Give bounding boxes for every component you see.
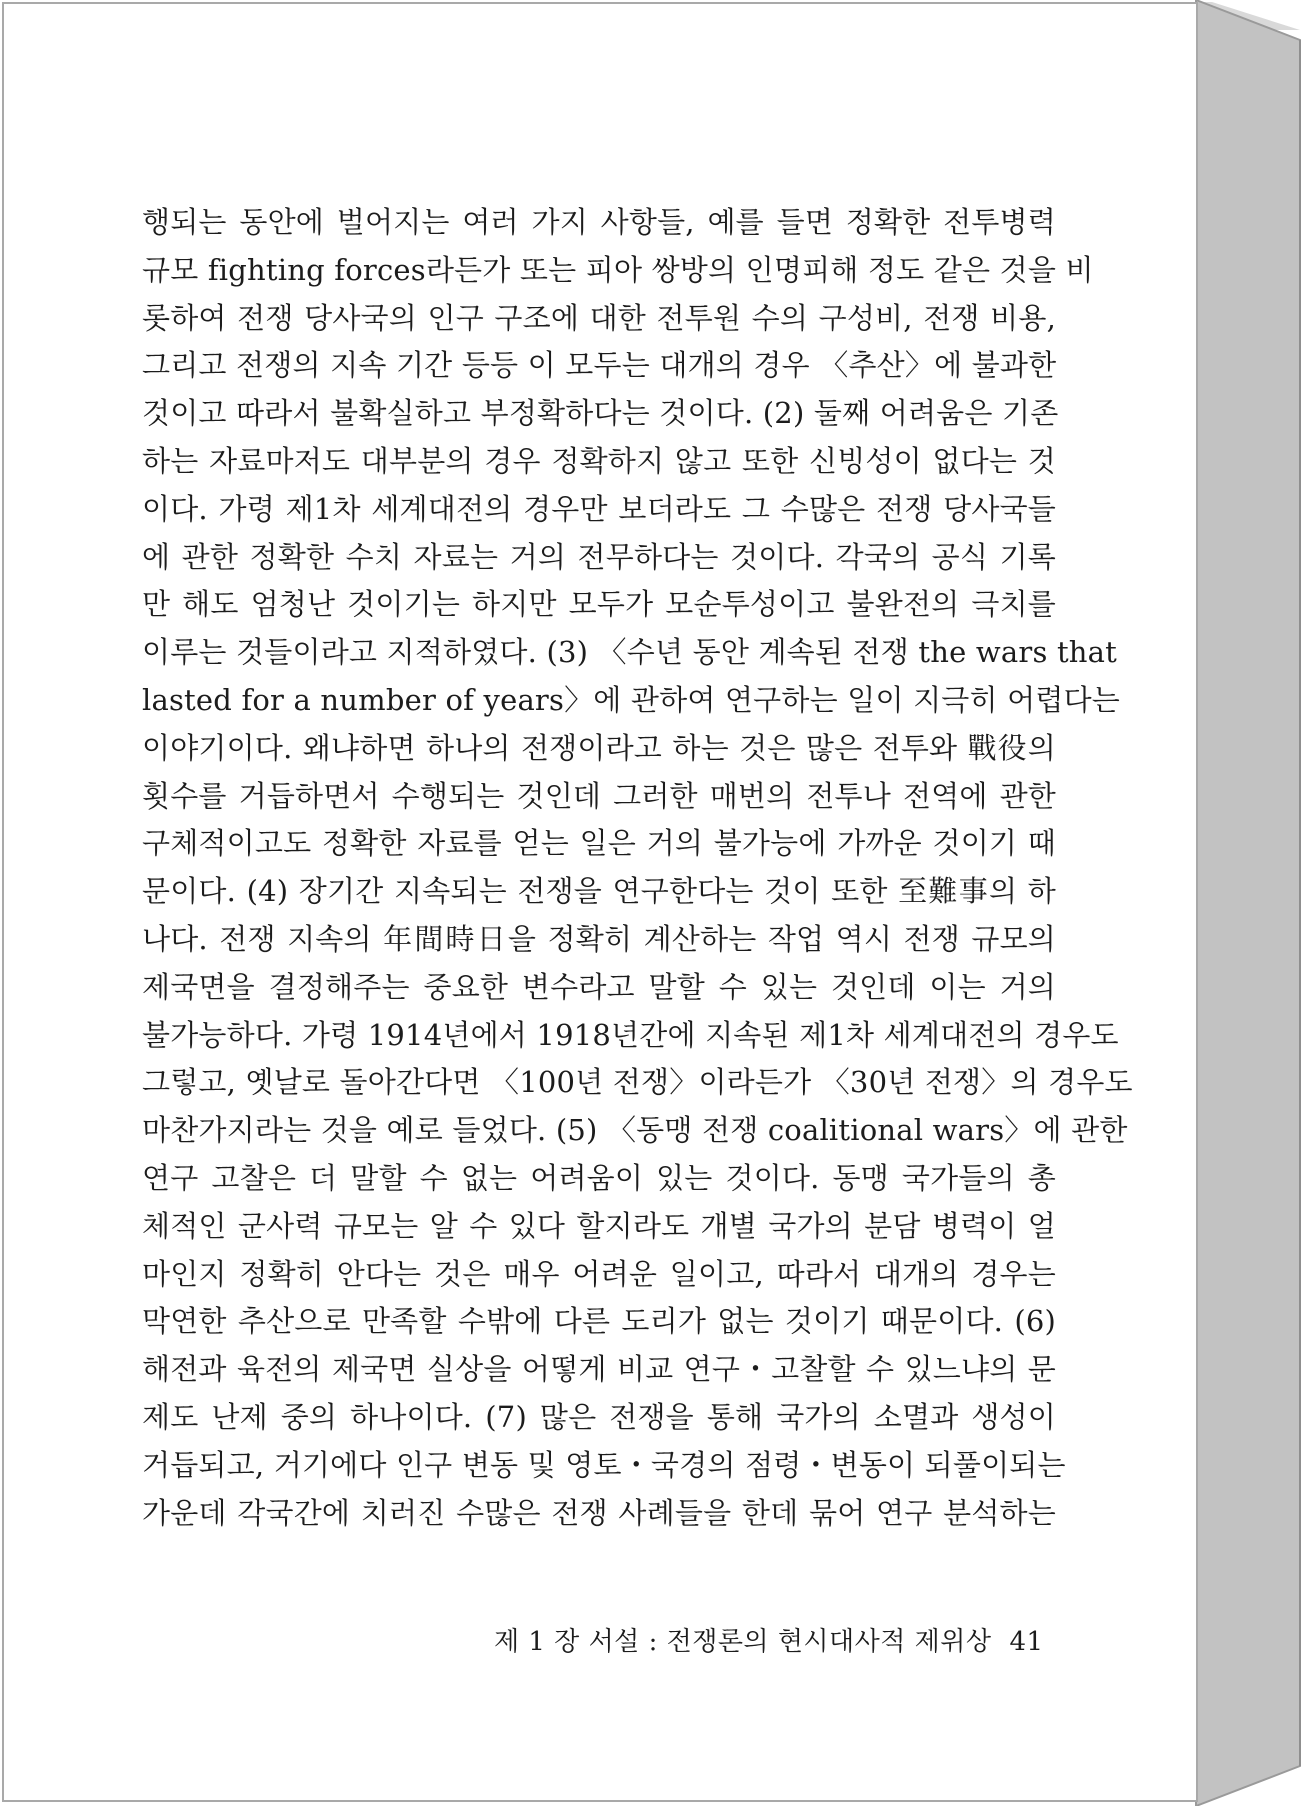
text-line: 마찬가지라는 것을 예로 들었다. (5) 〈동맹 전쟁 coalitional wars〉에 관한 — [142, 1113, 1128, 1148]
text-line: 이루는 것들이라고 지적하였다. (3) 〈수년 동안 계속된 전쟁 the wars that — [142, 635, 1118, 670]
text-line: 나다. 전쟁 지속의 年間時日을 정확히 계산하는 작업 역시 전쟁 규모의 — [142, 921, 1056, 956]
text-line: 제도 난제 중의 하나이다. (7) 많은 전쟁을 통해 국가의 소멸과 생성이 — [142, 1399, 1056, 1434]
text-line: 이다. 가령 제1차 세계대전의 경우만 보더라도 그 수많은 전쟁 당사국들 — [142, 491, 1056, 526]
text-line: 구체적이고도 정확한 자료를 얻는 일은 거의 불가능에 가까운 것이기 때 — [142, 826, 1056, 861]
text-line: 하는 자료마저도 대부분의 경우 정확하지 않고 또한 신빙성이 없다는 것 — [142, 443, 1056, 478]
text-line: 연구 고찰은 더 말할 수 없는 어려움이 있는 것이다. 동맹 국가들의 총 — [142, 1160, 1056, 1195]
text-line: 이야기이다. 왜냐하면 하나의 전쟁이라고 하는 것은 많은 전투와 戰役의 — [142, 730, 1056, 765]
text-line: 그리고 전쟁의 지속 기간 등등 이 모두는 대개의 경우 〈추산〉에 불과한 — [142, 348, 1057, 383]
text-line: 그렇고, 옛날로 돌아간다면 〈100년 전쟁〉이라든가 〈30년 전쟁〉의 경우도 — [142, 1065, 1133, 1100]
text-line: lasted for a number of years〉에 관하여 연구하는 일이 지극히 어렵다는 — [142, 682, 1121, 717]
text-line: 불가능하다. 가령 1914년에서 1918년간에 지속된 제1차 세계대전의 경우도 — [142, 1017, 1119, 1052]
text-line: 에 관한 정확한 수치 자료는 거의 전무하다는 것이다. 각국의 공식 기록 — [142, 539, 1056, 574]
text-line: 규모 fighting forces라든가 또는 피아 쌍방의 인명피해 정도 같은 것을 비 — [142, 252, 1094, 287]
text-line: 제국면을 결정해주는 중요한 변수라고 말할 수 있는 것인데 이는 거의 — [142, 969, 1056, 1004]
body-text — [142, 199, 1133, 1537]
text-line: 해전과 육전의 제국면 실상을 어떻게 비교 연구・고찰할 수 있느냐의 문 — [142, 1352, 1056, 1387]
text-line: 막연한 추산으로 만족할 수밖에 다른 도리가 없는 것이기 때문이다. (6) — [142, 1304, 1056, 1339]
text-line: 횟수를 거듭하면서 수행되는 것인데 그러한 매번의 전투나 전역에 관한 — [142, 778, 1056, 813]
text-line: 행되는 동안에 벌어지는 여러 가지 사항들, 예를 들면 정확한 전투병력 — [142, 205, 1056, 239]
text-line: 거듭되고, 거기에다 인구 변동 및 영토・국경의 점령・변동이 되풀이되는 — [142, 1447, 1066, 1482]
spine-side-face — [1196, 0, 1300, 1806]
page-number: 41 — [1009, 1627, 1044, 1657]
text-line: 체적인 군사력 규모는 알 수 있다 할지라도 개별 국가의 분담 병력이 얼 — [142, 1208, 1056, 1243]
text-line: 문이다. (4) 장기간 지속되는 전쟁을 연구한다는 것이 또한 至難事의 하 — [142, 874, 1056, 909]
text-line: 롯하여 전쟁 당사국의 인구 구조에 대한 전투원 수의 구성비, 전쟁 비용, — [142, 300, 1056, 335]
text-line: 만 해도 엄청난 것이기는 하지만 모두가 모순투성이고 불완전의 극치를 — [142, 587, 1056, 622]
text-line: 마인지 정확히 안다는 것은 매우 어려운 일이고, 따라서 대개의 경우는 — [142, 1256, 1056, 1291]
running-title: 제 1 장 서설 : 전쟁론의 현시대사적 제위상 — [494, 1627, 992, 1657]
book-page — [2, 2, 1198, 1802]
text-line: 가운데 각국간에 치러진 수많은 전쟁 사례들을 한데 묶어 연구 분석하는 — [142, 1495, 1056, 1530]
text-line: 것이고 따라서 불확실하고 부정확하다는 것이다. (2) 둘째 어려움은 기존 — [142, 396, 1059, 431]
page-footer — [494, 1621, 1044, 1658]
